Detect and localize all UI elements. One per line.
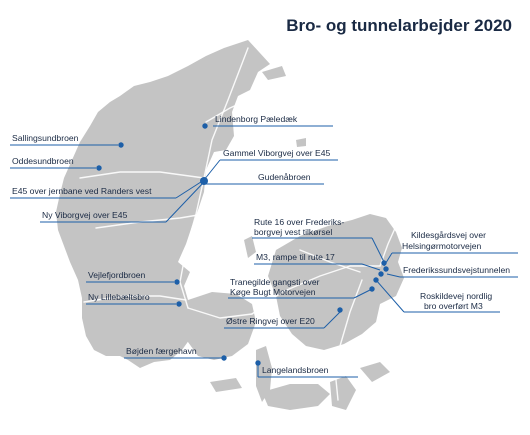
label-ny-lillebaelt: Ny Lillebæltsbro xyxy=(88,292,150,302)
label-tranegilde-line2: Køge Bugt Motorvejen xyxy=(230,287,316,297)
marker-vejlefjord xyxy=(174,279,179,284)
label-vejlefjord: Vejlefjordbroen xyxy=(88,270,146,280)
label-rute16-line1: Rute 16 over Frederiks- xyxy=(254,217,345,227)
label-roskildevej-line2: bro overført M3 xyxy=(424,301,483,311)
marker-copenhagen-b xyxy=(383,266,388,271)
label-bojden: Bøjden færgehavn xyxy=(126,346,197,356)
label-e45-randers: E45 over jernbane ved Randers vest xyxy=(12,186,152,196)
label-sallingsund: Sallingsundbroen xyxy=(12,133,79,143)
label-kildesgaard-line2: Helsingørmotorvejen xyxy=(402,241,482,251)
map-title: Bro- og tunnelarbejder 2020 xyxy=(286,16,512,35)
marker-oddesund xyxy=(96,165,101,170)
label-langeland: Langelandsbroen xyxy=(262,365,329,375)
label-oddesund: Oddesundbroen xyxy=(12,156,74,166)
falster xyxy=(330,376,356,410)
samsoe xyxy=(244,236,256,258)
marker-lindenborg xyxy=(202,123,207,128)
label-roskildevej-line1: Roskildevej nordlig xyxy=(420,291,493,301)
marker-langeland xyxy=(255,360,260,365)
marker-sallingsund xyxy=(118,142,123,147)
label-gammel-viborgvej: Gammel Viborgvej over E45 xyxy=(223,148,331,158)
label-ny-viborgvej: Ny Viborgvej over E45 xyxy=(42,210,128,220)
marker-ny-lillebaelt xyxy=(176,301,181,306)
label-frederikssund: Frederikssundsvejstunnelen xyxy=(403,265,511,275)
label-kildesgaard-line1: Kildesgårdsvej over xyxy=(411,230,486,240)
anholt xyxy=(296,138,306,147)
laesoe xyxy=(262,66,286,80)
marker-oestre-ringvej xyxy=(337,307,342,312)
label-m3-rampe: M3, rampe til rute 17 xyxy=(256,252,335,262)
lolland xyxy=(262,384,330,410)
marker-copenhagen-c xyxy=(378,271,383,276)
label-tranegilde-line1: Tranegilde gangsti over xyxy=(230,277,320,287)
label-lindenborg: Lindenborg Pæledæk xyxy=(215,114,298,124)
marker-copenhagen-a xyxy=(381,260,386,265)
aeroe xyxy=(210,378,242,392)
marker-bojden xyxy=(221,355,226,360)
label-rute16-line2: borgvej vest tilkørsel xyxy=(254,227,333,237)
label-oestre-ringvej: Østre Ringvej over E20 xyxy=(226,316,315,326)
marker-aarhus-cluster xyxy=(200,177,208,185)
label-gudenaa: Gudenåbroen xyxy=(258,172,311,182)
moen xyxy=(360,362,390,382)
